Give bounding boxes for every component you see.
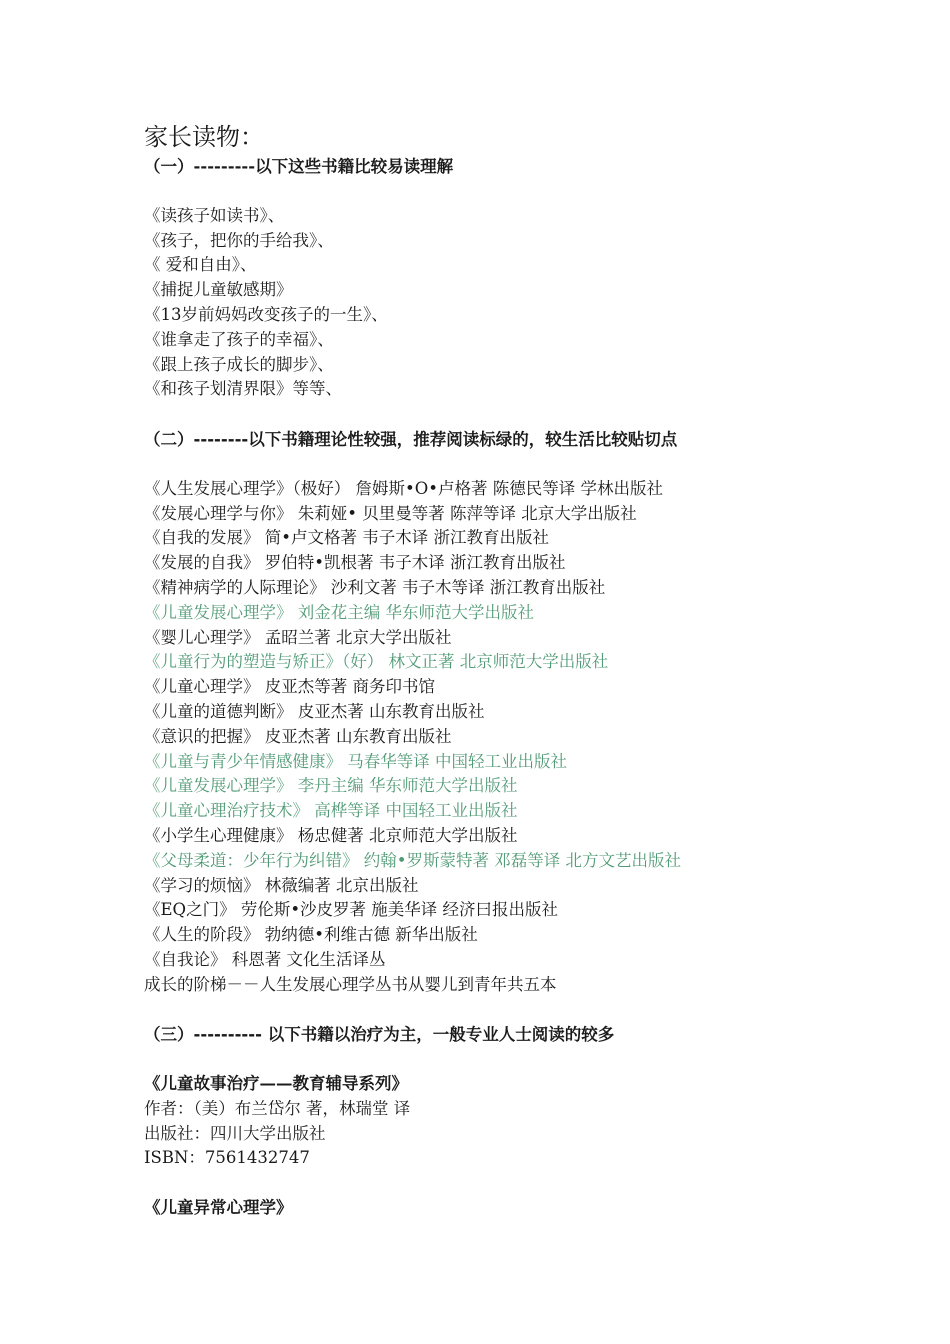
spacer	[144, 998, 924, 1023]
page-title: 家长读物：	[144, 123, 264, 151]
list-item: 《跟上孩子成长的脚步》、	[144, 354, 334, 374]
spacer	[144, 1047, 924, 1072]
recommended-book-item: 《父母柔道：少年行为纠错》 约翰•罗斯蒙特著 邓磊等译 北方文艺出版社	[144, 850, 681, 870]
book-isbn: ISBN：7561432747	[144, 1148, 310, 1168]
book-item: 《EQ之门》 劳伦斯•沙皮罗著 施美华译 经济曰报出版社	[144, 900, 559, 920]
section-1-list	[144, 204, 924, 402]
document-page	[144, 120, 924, 1221]
section-2-list	[144, 477, 924, 998]
book-item: 《人生发展心理学》（极好） 詹姆斯•O•卢格著 陈德民等译 学林出版社	[144, 478, 663, 498]
book-author: 作者：（美）布兰岱尔 著，林瑞堂 译	[144, 1098, 411, 1118]
book-publisher: 出版社：四川大学出版社	[144, 1123, 326, 1143]
recommended-book-item: 《儿童发展心理学》 刘金花主编 华东师范大学出版社	[144, 602, 534, 622]
book-item: 成长的阶梯－－人生发展心理学丛书从婴儿到青年共五本	[144, 974, 557, 994]
recommended-book-item: 《儿童与青少年情感健康》 马春华等译 中国轻工业出版社	[144, 751, 567, 771]
spacer	[144, 1171, 924, 1196]
book-item: 《学习的烦恼》 林薇编著 北京出版社	[144, 875, 419, 895]
list-item: 《谁拿走了孩子的幸福》、	[144, 329, 334, 349]
section-3-heading: （三）---------- 以下书籍以治疗为主，一般专业人士阅读的较多	[144, 1025, 615, 1045]
book-title: 《儿童异常心理学》	[144, 1198, 293, 1218]
book-item: 《自我的发展》 简•卢文格著 韦子木译 浙江教育出版社	[144, 528, 549, 548]
list-item: 《捕捉儿童敏感期》	[144, 280, 293, 300]
list-item: 《和孩子划清界限》等等、	[144, 379, 342, 399]
list-item: 《 爱和自由》、	[144, 255, 257, 275]
book-item: 《小学生心理健康》 杨忠健著 北京师范大学出版社	[144, 825, 518, 845]
book-item: 《儿童心理学》 皮亚杰等著 商务印书馆	[144, 677, 435, 697]
recommended-book-item: 《儿童心理治疗技术》 高桦等译 中国轻工业出版社	[144, 801, 518, 821]
book-title: 《儿童故事治疗——教育辅导系列》	[144, 1074, 408, 1094]
book-item: 《自我论》 科恩著 文化生活译丛	[144, 949, 386, 969]
book-item: 《意识的把握》 皮亚杰著 山东教育出版社	[144, 726, 452, 746]
list-item: 《孩子，把你的手给我》、	[144, 230, 334, 250]
book-item: 《婴儿心理学》 孟昭兰著 北京大学出版社	[144, 627, 452, 647]
book-item: 《人生的阶段》 勃纳德•利维古德 新华出版社	[144, 925, 478, 945]
book-item: 《精神病学的人际理论》 沙利文著 韦子木等译 浙江教育出版社	[144, 577, 606, 597]
section-1-heading: （一）---------以下这些书籍比较易读理解	[144, 157, 454, 176]
book-item: 《发展的自我》 罗伯特•凯根著 韦子木译 浙江教育出版社	[144, 553, 566, 573]
section-2-heading: （二）--------以下书籍理论性较强，推荐阅读标绿的，较生活比较贴切点	[144, 429, 678, 449]
spacer	[144, 402, 924, 427]
recommended-book-item: 《儿童行为的塑造与矫正》（好） 林文正著 北京师范大学出版社	[144, 652, 609, 672]
book-item: 《儿童的道德判断》 皮亚杰著 山东教育出版社	[144, 701, 485, 721]
book-item: 《发展心理学与你》 朱莉娅• 贝里曼等著 陈萍等译 北京大学出版社	[144, 503, 637, 523]
recommended-book-item: 《儿童发展心理学》 李丹主编 华东师范大学出版社	[144, 776, 518, 796]
list-item: 《13岁前妈妈改变孩子的一生》、	[144, 304, 388, 324]
spacer	[144, 179, 924, 204]
spacer	[144, 452, 924, 477]
list-item: 《读孩子如读书》、	[144, 205, 285, 225]
